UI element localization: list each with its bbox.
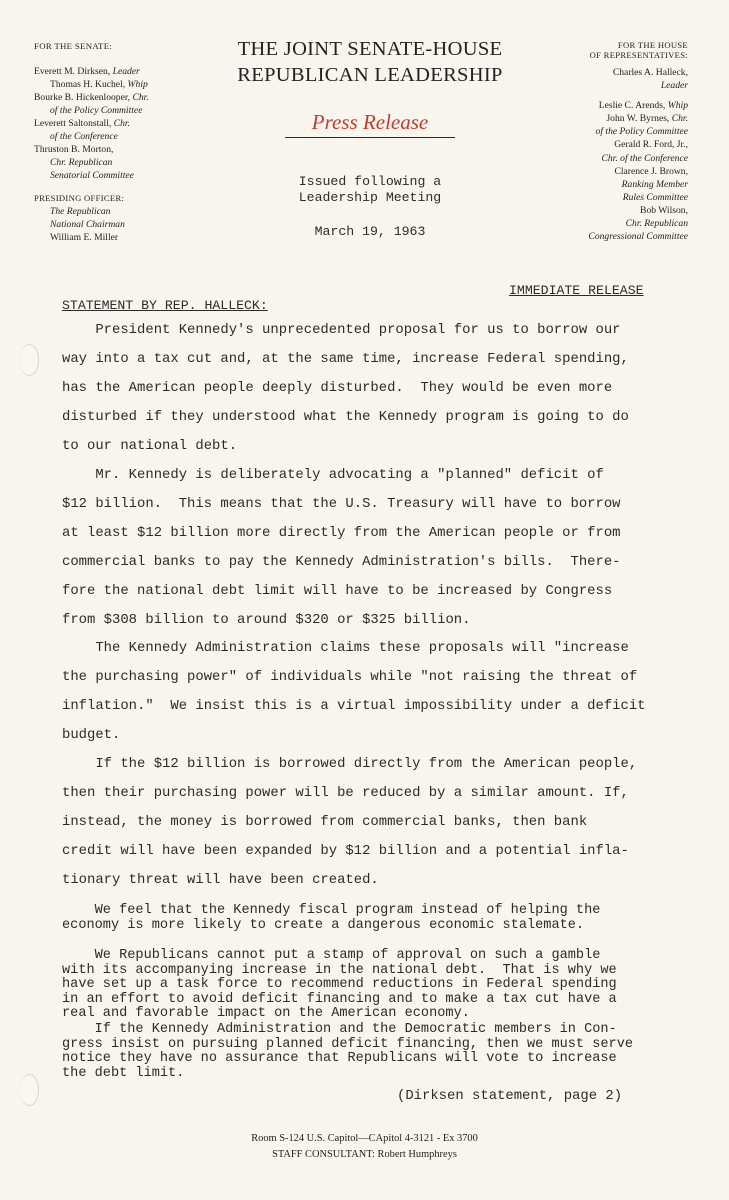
roster-line: [488, 112, 688, 125]
member-role: National Chairman: [50, 219, 125, 230]
double-spaced-text: [62, 316, 674, 895]
text-line: then their purchasing power will be reduced by a similar amount. If,: [62, 785, 629, 802]
spacer: [488, 92, 688, 99]
member-role: Chr.: [132, 92, 149, 103]
text-line: real and favorable impact on the American economy.: [62, 1006, 470, 1021]
roster-line: [34, 117, 234, 130]
text-line: the debt limit.: [62, 1065, 185, 1081]
press-release-label: Press Release: [285, 110, 455, 138]
member-role: Chr.: [113, 118, 130, 129]
statement-heading: STATEMENT BY REP. HALLECK:: [62, 298, 268, 313]
release-date: March 19, 1963: [314, 224, 426, 239]
title-line-2: REPUBLICAN LEADERSHIP: [237, 64, 503, 86]
text-line: $12 billion. This means that the U.S. Treasury will have to borrow: [62, 495, 621, 512]
text-line: tionary threat will have been created.: [62, 872, 379, 889]
roster-line: [34, 218, 234, 231]
roster-line: [34, 91, 234, 104]
footer-staff: STAFF CONSULTANT: Robert Humphreys: [272, 1149, 457, 1160]
member-role: Chr. of the Conference: [601, 152, 688, 164]
roster-line: [34, 104, 234, 117]
roster-line: [34, 231, 234, 244]
member-role: The Republican: [50, 206, 111, 217]
text-line: We Republicans cannot put a stamp of approval on such a gamble: [62, 948, 601, 963]
issued-line-1: Issued following a: [298, 174, 442, 189]
text-line: If the $12 billion is borrowed directly from the American people,: [62, 756, 638, 773]
member-role: Rules Committee: [622, 191, 688, 203]
roster-line: [488, 79, 688, 92]
member-role: Chr.: [671, 113, 688, 125]
text-line: with its accompanying increase in the national debt. That is why we: [62, 962, 617, 978]
text-line: instead, the money is borrowed from commercial banks, then bank: [62, 814, 588, 831]
text-line: the purchasing power" of individuals while "not raising the threat of: [62, 669, 638, 686]
member-name: John W. Byrnes,: [606, 113, 672, 125]
footer-address: Room S-124 U.S. Capitol—CApitol 4-3121 - Ex 3700: [251, 1133, 478, 1144]
member-role: Whip: [667, 100, 688, 112]
member-role: Whip: [127, 79, 148, 90]
roster-line: [488, 230, 688, 243]
roster-line: [34, 65, 234, 78]
text-line: If the Kennedy Administration and the Democratic members in Con-: [62, 1022, 617, 1037]
text-line: Mr. Kennedy is deliberately advocating a "planned" deficit of: [62, 466, 604, 483]
immediate-release-tag: IMMEDIATE RELEASE: [509, 283, 644, 298]
presiding-officer-heading: PRESIDING OFFICER:: [34, 193, 125, 203]
title-line-1: THE JOINT SENATE-HOUSE: [237, 38, 503, 60]
issued-note: [220, 174, 520, 206]
roster-line: [488, 165, 688, 178]
house-heading-line-2: OF REPRESENTATIVES:: [589, 50, 688, 60]
member-name: William E. Miller: [50, 232, 119, 243]
roster-line: [34, 156, 234, 169]
member-role: of the Policy Committee: [595, 126, 688, 138]
roster-line: [488, 178, 688, 191]
text-line: commercial banks to pay the Kennedy Administration's bills. There-: [62, 553, 621, 570]
paragraph: [62, 904, 674, 933]
member-role: Leader: [660, 80, 688, 92]
text-line: to our national debt.: [62, 437, 238, 454]
member-role: Congressional Committee: [588, 231, 688, 243]
text-line: gress insist on pursuing planned deficit financing, then we must serve: [62, 1036, 634, 1052]
text-line: The Kennedy Administration claims these proposals will "increase: [62, 640, 629, 657]
member-role: of the Policy Committee: [50, 105, 143, 116]
roster-line: [488, 152, 688, 165]
house-heading-line-1: FOR THE HOUSE: [617, 40, 688, 50]
roster-line: [488, 217, 688, 230]
paragraph: [62, 1023, 674, 1081]
member-name: Bourke B. Hickenlooper,: [34, 92, 133, 103]
text-line: fore the national debt limit will have to be increased by Congress: [62, 582, 613, 599]
house-heading: [488, 40, 688, 60]
text-line: in an effort to avoid deficit financing and to make a tax cut have a: [62, 991, 617, 1007]
paragraph: [62, 750, 674, 895]
letterhead-title: [220, 36, 520, 239]
member-role: Leader: [112, 66, 140, 77]
continuation-note: (Dirksen statement, page 2): [397, 1088, 623, 1104]
text-line: at least $12 billion more directly from the American people or from: [62, 524, 621, 541]
member-name: Everett M. Dirksen,: [34, 66, 113, 77]
member-role: Chr. Republican: [625, 218, 688, 230]
text-line: budget.: [62, 727, 121, 744]
member-name: Clarence J. Brown,: [614, 165, 688, 177]
text-line: has the American people deeply disturbed. They would be even more: [62, 379, 613, 396]
roster-line: [488, 138, 688, 151]
member-name: Thomas H. Kuchel,: [50, 79, 128, 90]
text-line: economy is more likely to create a dangerous economic stalemate.: [62, 917, 585, 933]
text-line: credit will have been expanded by $12 billion and a potential infla-: [62, 843, 629, 860]
senate-roster: [34, 40, 234, 244]
text-line: notice they have no assurance that Republicans will vote to increase: [62, 1051, 617, 1066]
roster-line: [34, 78, 234, 91]
paragraph: [62, 949, 674, 1022]
roster-line: [488, 66, 688, 79]
roster-line: [34, 205, 234, 218]
house-roster: [488, 40, 688, 243]
text-line: way into a tax cut and, at the same time, increase Federal spending,: [62, 350, 629, 367]
roster-line: [34, 143, 234, 156]
senate-heading: FOR THE SENATE:: [34, 41, 113, 51]
text-line: from $308 billion to around $320 or $325 billion.: [62, 611, 471, 628]
paragraph: [62, 634, 674, 750]
member-name: Leslie C. Arends,: [598, 100, 668, 112]
member-role: of the Conference: [50, 131, 118, 142]
paragraph: [62, 316, 674, 461]
member-role: Chr. Republican: [50, 157, 113, 168]
member-name: Thruston B. Morton,: [34, 144, 114, 155]
roster-line: [488, 99, 688, 112]
roster-line: [34, 130, 234, 143]
roster-line: [488, 125, 688, 138]
paragraph: [62, 461, 674, 635]
member-name: Gerald R. Ford, Jr.,: [614, 139, 688, 151]
roster-line: [488, 204, 688, 217]
punch-hole: [20, 1074, 39, 1106]
member-role: Senatorial Committee: [50, 170, 134, 181]
member-name: Leverett Saltonstall,: [34, 118, 114, 129]
member-name: Charles A. Halleck,: [612, 67, 688, 78]
text-line: President Kennedy's unprecedented proposal for us to borrow our: [62, 322, 621, 338]
member-name: Bob Wilson,: [640, 204, 688, 216]
text-line: have set up a task force to recommend reductions in Federal spending: [62, 977, 617, 992]
punch-hole: [20, 344, 39, 376]
issued-line-2: Leadership Meeting: [298, 190, 442, 205]
text-line: disturbed if they understood what the Kennedy program is going to do: [62, 408, 629, 425]
text-line: inflation." We insist this is a virtual impossibility under a deficit: [62, 698, 646, 715]
text-line: We feel that the Kennedy fiscal program instead of helping the: [62, 903, 601, 918]
member-role: Ranking Member: [621, 178, 688, 190]
roster-line: [488, 191, 688, 204]
roster-line: [34, 169, 234, 182]
